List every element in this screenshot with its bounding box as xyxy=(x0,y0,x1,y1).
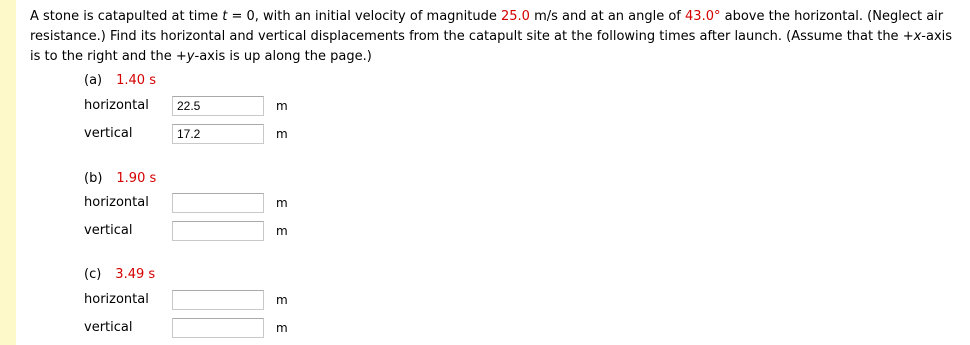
part-letter: (a) xyxy=(84,73,103,88)
unit-label: m xyxy=(276,127,288,141)
part-b-header xyxy=(84,171,156,186)
part-c-header xyxy=(84,267,155,282)
problem-text: -axis is to the right and the + xyxy=(30,29,953,64)
unit-label: m xyxy=(276,224,288,238)
problem-text: m/s and at an angle of xyxy=(529,9,686,24)
unit-label: m xyxy=(276,321,288,335)
part-c-horizontal-input[interactable] xyxy=(172,290,264,310)
unit-label: m xyxy=(276,196,288,210)
horizontal-label: horizontal xyxy=(84,195,149,210)
problem-text: = 0, with an initial velocity of magnitude xyxy=(227,9,501,24)
part-time: 3.49 s xyxy=(115,267,156,282)
part-a-vertical-input[interactable] xyxy=(172,124,264,144)
question-content xyxy=(30,7,965,67)
part-letter: (c) xyxy=(84,267,102,282)
left-margin-stripe xyxy=(0,0,16,345)
angle-value: 43.0° xyxy=(685,9,721,24)
part-a-header xyxy=(84,73,156,88)
part-time: 1.90 s xyxy=(116,171,157,186)
vertical-label: vertical xyxy=(84,320,133,335)
unit-label: m xyxy=(276,293,288,307)
part-b-horizontal-input[interactable] xyxy=(172,193,264,213)
part-letter: (b) xyxy=(84,171,103,186)
problem-statement xyxy=(30,7,965,67)
part-a-horizontal-input[interactable] xyxy=(172,96,264,116)
time-variable: t xyxy=(222,9,228,24)
unit-label: m xyxy=(276,99,288,113)
problem-text: -axis is up along the page.) xyxy=(194,49,372,64)
part-b-vertical-input[interactable] xyxy=(172,221,264,241)
horizontal-label: horizontal xyxy=(84,292,149,307)
problem-text: A stone is catapulted at time xyxy=(30,9,223,24)
part-c-vertical-input[interactable] xyxy=(172,318,264,338)
velocity-value: 25.0 xyxy=(501,9,530,24)
y-variable: y xyxy=(186,49,195,64)
vertical-label: vertical xyxy=(84,126,133,141)
x-variable: x xyxy=(913,29,922,44)
horizontal-label: horizontal xyxy=(84,98,149,113)
problem-text: above the horizontal. (Neglect air resistance.) Find its horizontal and vertical displacements from the catapult site at the following times after launch. (Assume that the + xyxy=(30,9,944,44)
part-time: 1.40 s xyxy=(116,73,156,88)
vertical-label: vertical xyxy=(84,223,133,238)
